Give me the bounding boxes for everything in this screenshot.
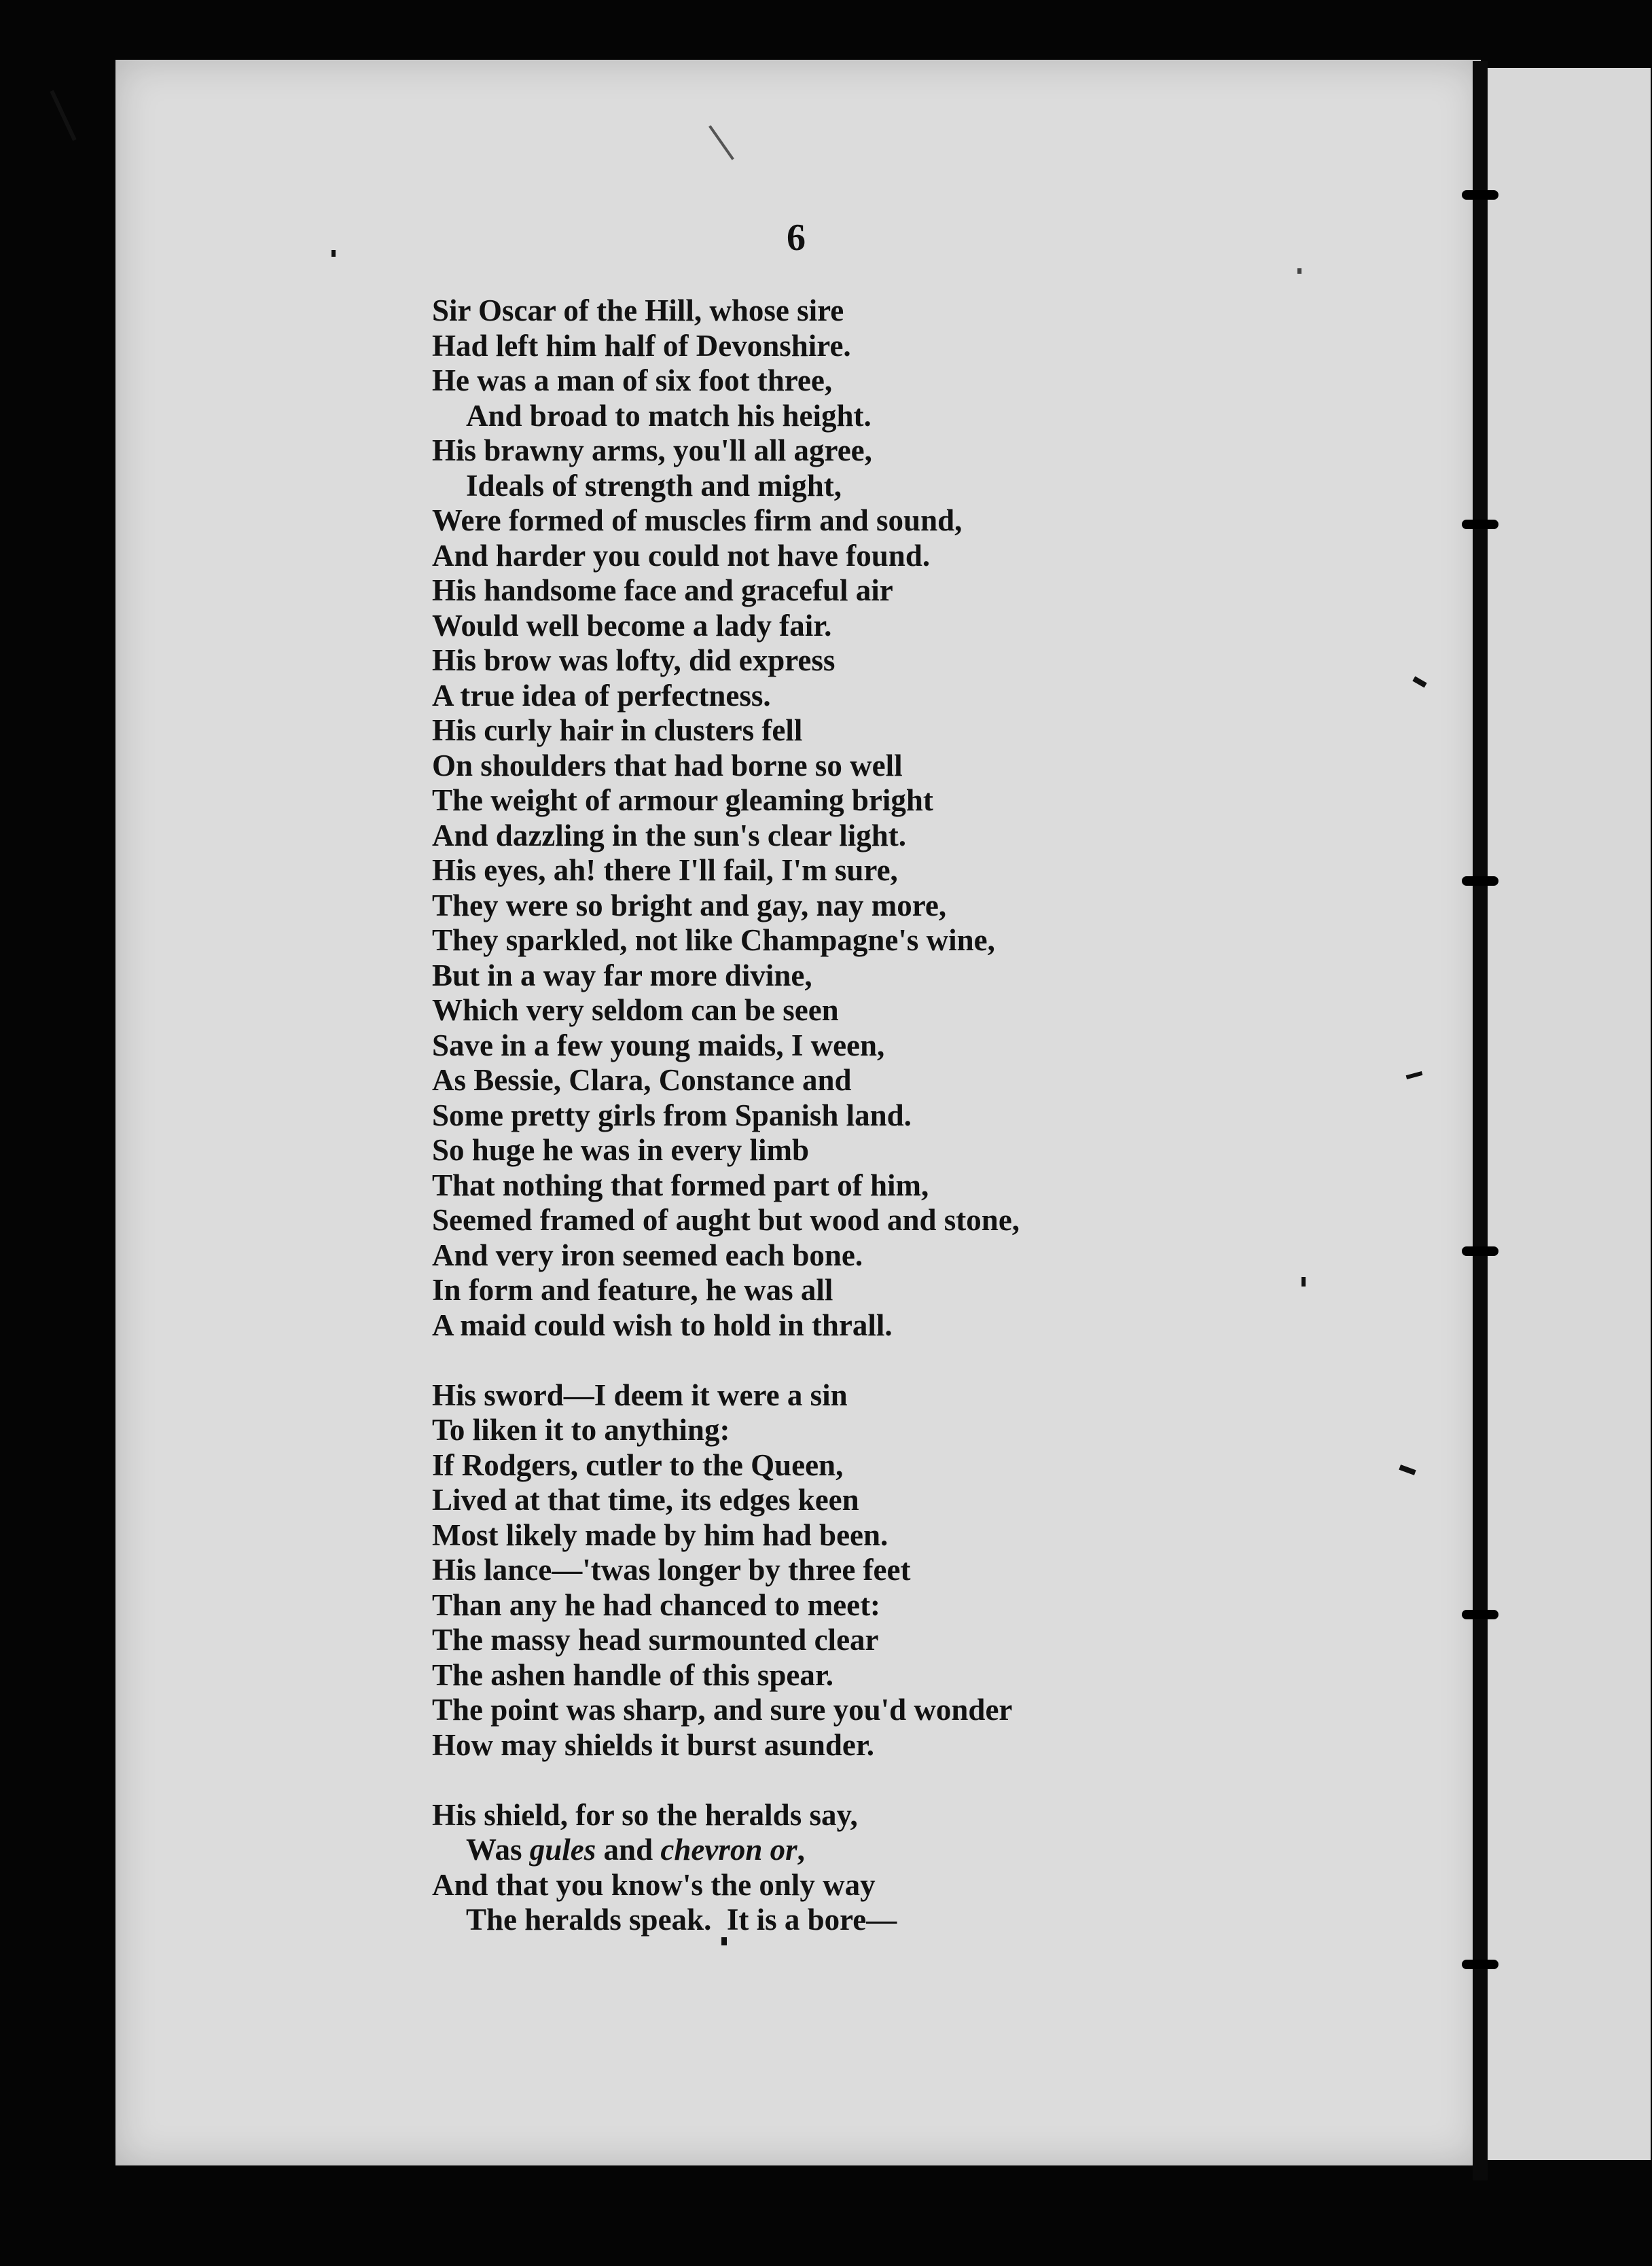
- poem-line: As Bessie, Clara, Constance and: [432, 1063, 852, 1097]
- poem-line-part: chevron or: [660, 1833, 797, 1867]
- page-number: 6: [787, 217, 806, 259]
- poem-line-part: Was: [466, 1833, 530, 1867]
- binding-stitch: [1462, 520, 1498, 529]
- poem-line: His brow was lofty, did express: [432, 643, 836, 677]
- poem-line: And that you know's the only way: [432, 1867, 876, 1902]
- poem-line: On shoulders that had borne so well: [432, 748, 903, 783]
- poem-line: A true idea of perfectness.: [432, 678, 771, 713]
- poem-line: The massy head surmounted clear: [432, 1623, 879, 1657]
- poem-line: The ashen handle of this spear.: [432, 1657, 833, 1692]
- poem-line: And harder you could not have found.: [432, 538, 931, 573]
- poem-line-part: gules: [529, 1833, 596, 1867]
- poem-line-part: ,: [797, 1833, 805, 1867]
- poem-line: And broad to match his height.: [466, 398, 872, 433]
- scan-artifact: [331, 250, 336, 257]
- poem-line: So huge he was in every limb: [432, 1133, 810, 1167]
- poem-line: Sir Oscar of the Hill, whose sire: [432, 293, 844, 327]
- poem-line: They sparkled, not like Champagne's wine,: [432, 923, 995, 957]
- poem-line: Most likely made by him had been.: [432, 1517, 888, 1552]
- poem-line: Which very seldom can be seen: [432, 993, 839, 1027]
- poem-line: Seemed framed of aught but wood and stone,: [432, 1203, 1020, 1237]
- poem-line: If Rodgers, cutler to the Queen,: [432, 1447, 844, 1482]
- poem-line: They were so bright and gay, nay more,: [432, 888, 947, 922]
- stanza-break: [432, 1343, 1315, 1378]
- poem-line: But in a way far more divine,: [432, 958, 812, 992]
- poem-line: And dazzling in the sun's clear light.: [432, 818, 907, 852]
- poem-line: A maid could wish to hold in thrall.: [432, 1308, 893, 1342]
- poem-line: The weight of armour gleaming bright: [432, 783, 933, 817]
- binding-gutter: [1473, 61, 1488, 2180]
- poem-line: That nothing that formed part of him,: [432, 1168, 929, 1202]
- poem-line: Lived at that time, its edges keen: [432, 1483, 859, 1517]
- poem-line: His sword—I deem it were a sin: [432, 1378, 848, 1412]
- poem-line: His handsome face and graceful air: [432, 573, 893, 607]
- scan-artifact: [50, 90, 76, 141]
- poem-line: Some pretty girls from Spanish land.: [432, 1098, 912, 1132]
- poem-line: Save in a few young maids, I ween,: [432, 1028, 885, 1062]
- poem-line-part: and: [596, 1833, 661, 1867]
- poem-line: [432, 1833, 1315, 1868]
- poem-line: His shield, for so the heralds say,: [432, 1797, 858, 1832]
- stanza-break: [432, 1763, 1315, 1798]
- poem-line: And very iron seemed each bone.: [432, 1238, 863, 1272]
- poem-line: To liken it to anything:: [432, 1413, 730, 1447]
- binding-stitch: [1462, 1246, 1498, 1256]
- poem-line: He was a man of six foot three,: [432, 363, 833, 397]
- poem-line: Had left him half of Devonshire.: [432, 328, 851, 363]
- poem-line: His lance—'twas longer by three feet: [432, 1553, 911, 1587]
- binding-stitch: [1462, 1610, 1498, 1619]
- facing-page-edge: [1488, 68, 1651, 2160]
- poem-line: His brawny arms, you'll all agree,: [432, 433, 872, 467]
- scan-artifact: [1297, 268, 1301, 274]
- poem-body: [432, 293, 1315, 1938]
- poem-line: The heralds speak. It is a bore—: [466, 1903, 897, 1937]
- poem-line: In form and feature, he was all: [432, 1273, 833, 1307]
- binding-stitch: [1462, 1960, 1498, 1969]
- poem-line: Were formed of muscles firm and sound,: [432, 503, 963, 537]
- binding-stitch: [1462, 876, 1498, 886]
- poem-line: The point was sharp, and sure you'd wonder: [432, 1693, 1013, 1727]
- poem-line: His eyes, ah! there I'll fail, I'm sure,: [432, 853, 898, 887]
- poem-line: Than any he had chanced to meet:: [432, 1587, 881, 1622]
- binding-stitch: [1462, 190, 1498, 200]
- poem-line: How may shields it burst asunder.: [432, 1727, 874, 1762]
- poem-line: Would well become a lady fair.: [432, 608, 832, 643]
- poem-line: Ideals of strength and might,: [466, 468, 842, 503]
- poem-line: His curly hair in clusters fell: [432, 713, 803, 747]
- scan-artifact: [721, 1937, 727, 1945]
